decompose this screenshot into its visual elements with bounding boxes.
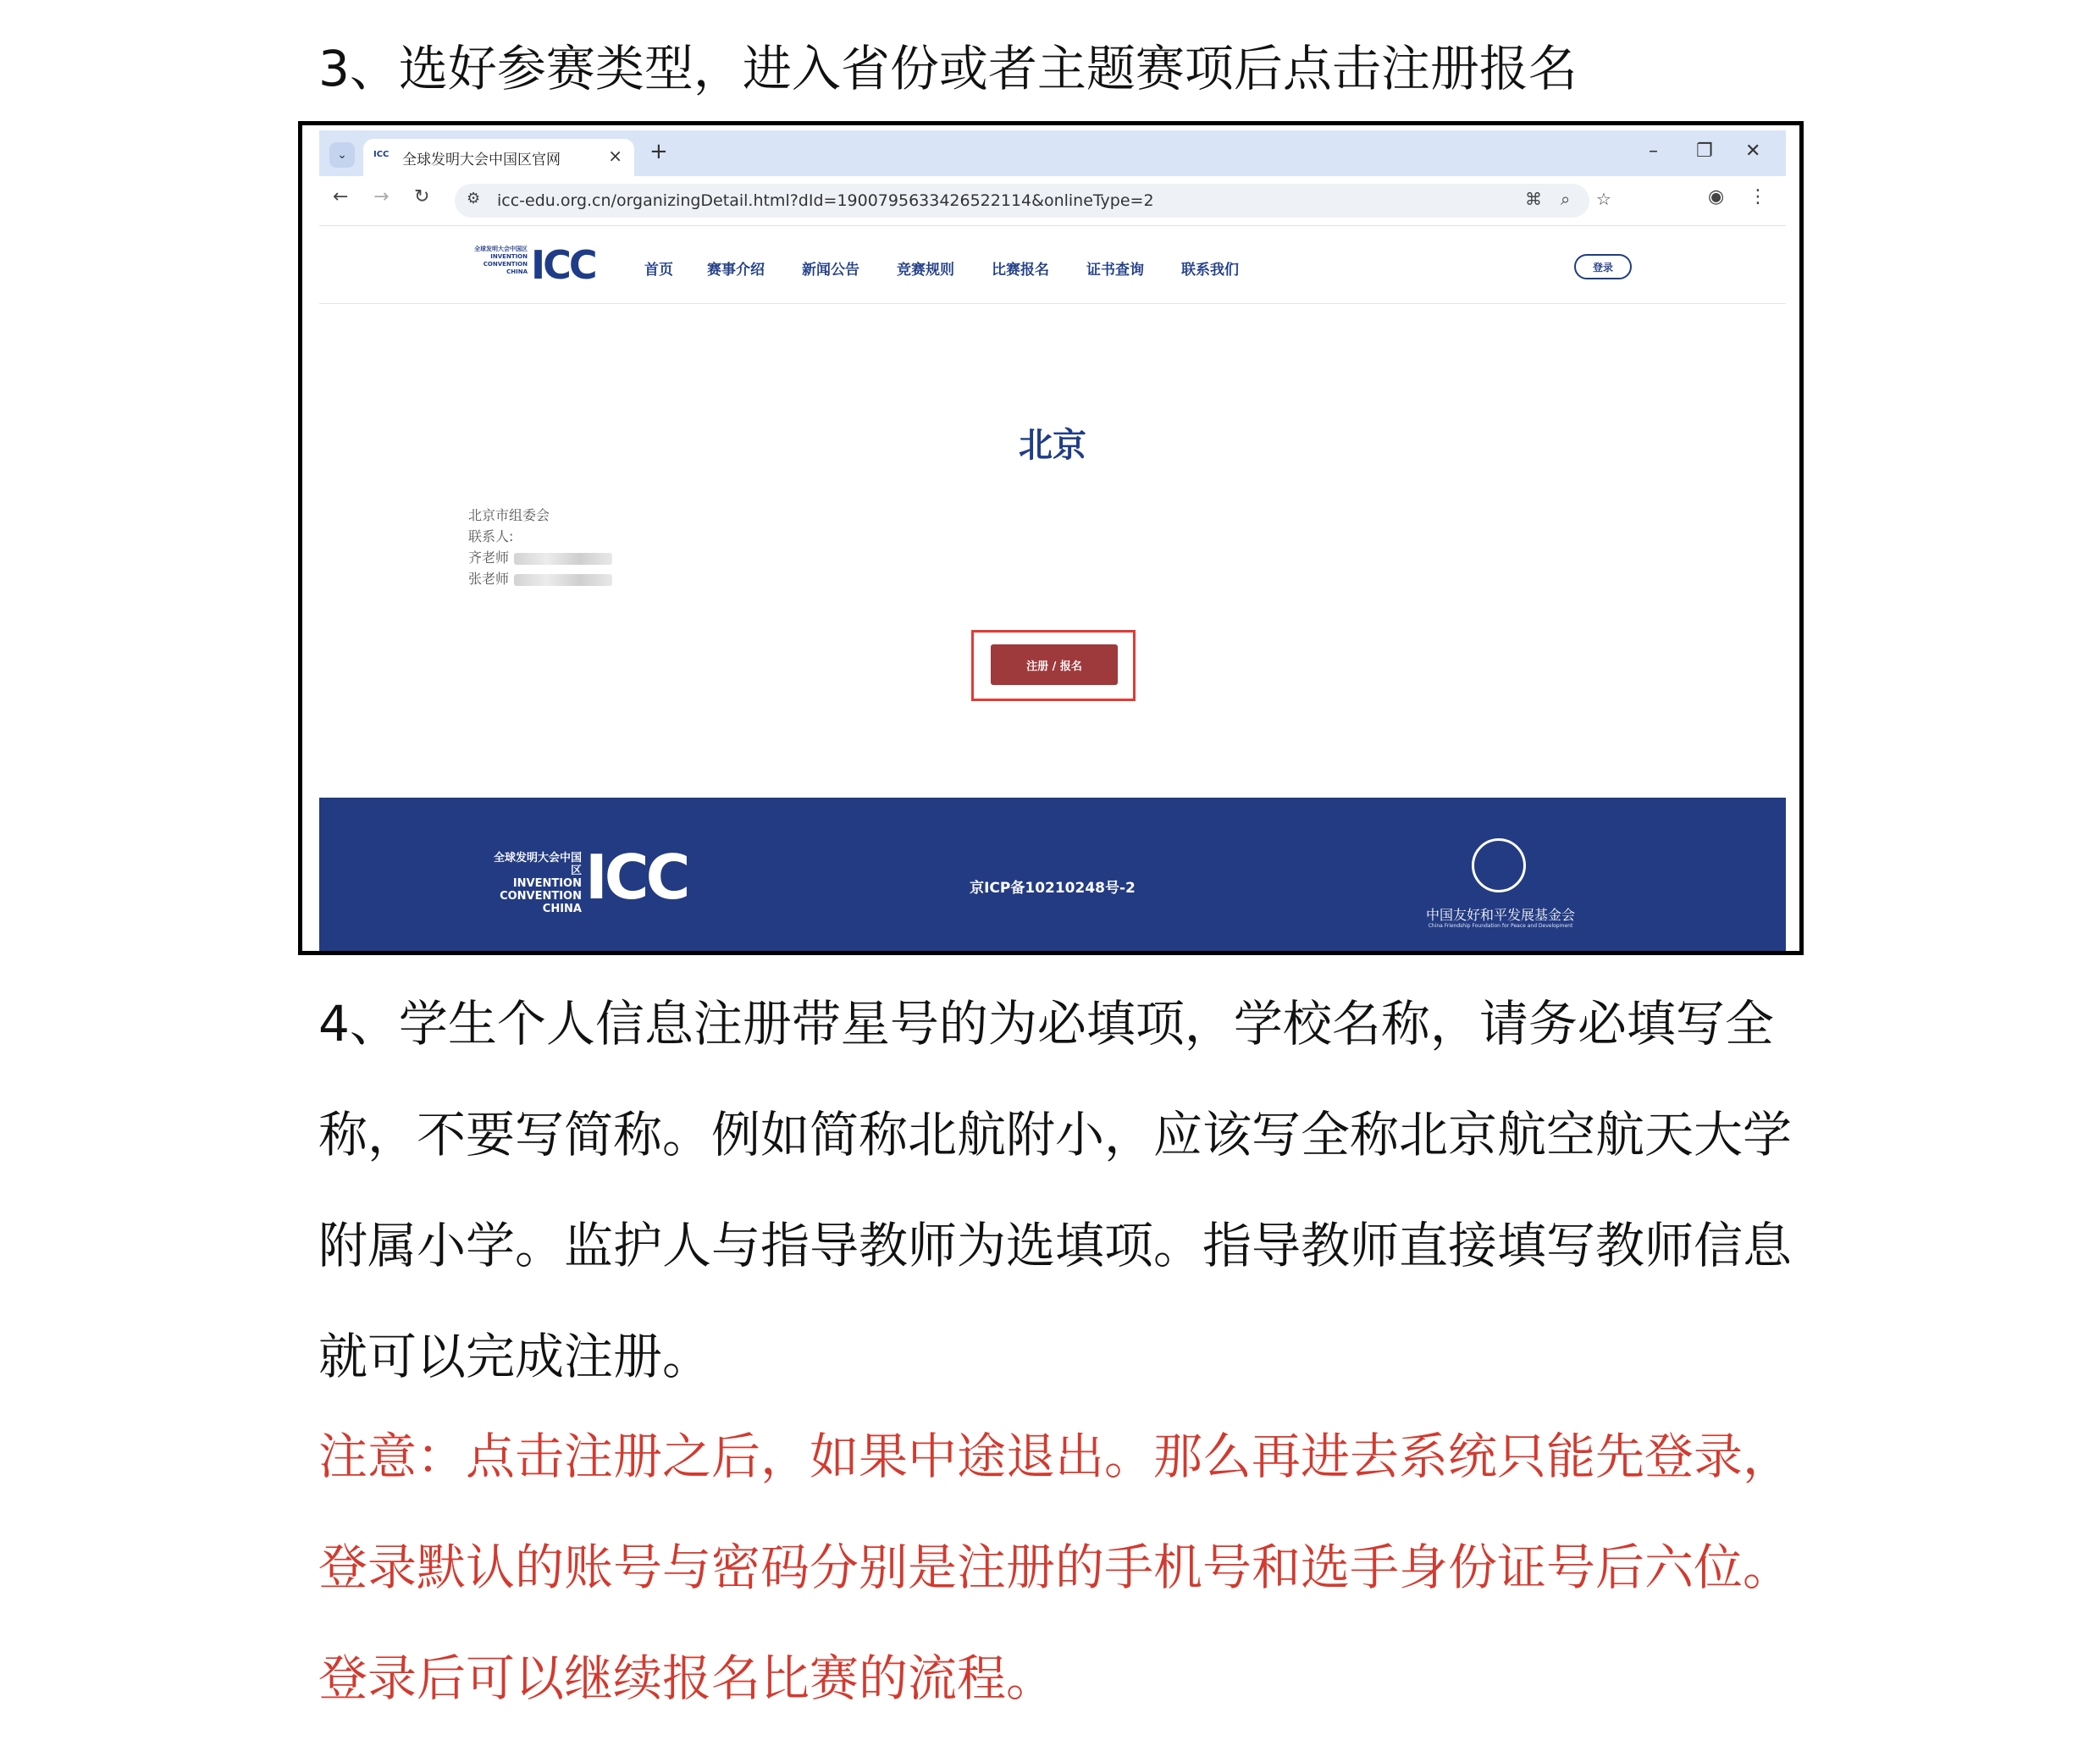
nav-news[interactable]: 新闻公告 (802, 262, 859, 279)
note-text: 注意：点击注册之后，如果中途退出。那么再进去系统只能先登录，登录默认的账号与密码分别是注册的手机号和选手身份证号后六位。登录后可以继续报名比赛的流程。 (318, 1428, 1793, 1707)
contact-row (468, 568, 612, 589)
zoom-icon[interactable]: ⌕ (1561, 189, 1571, 209)
back-arrow-icon[interactable]: ← (333, 186, 349, 207)
nav-certificate[interactable]: 证书查询 (1086, 262, 1144, 279)
foundation-name-en: China Friendship Foundation for Peace and Development (1428, 923, 1573, 929)
restore-icon[interactable]: ❐ (1696, 141, 1713, 162)
register-button[interactable]: 注册 / 报名 (991, 644, 1118, 685)
profile-icon[interactable]: ◉ (1708, 186, 1725, 207)
minimize-icon[interactable]: – (1649, 141, 1658, 162)
chevron-down-icon: ⌄ (337, 148, 347, 162)
forward-arrow-icon[interactable]: → (373, 186, 390, 207)
nav-contact[interactable]: 联系我们 (1181, 262, 1239, 279)
org-name: 北京市组委会 (468, 507, 550, 523)
logo-icc: ICC (531, 242, 595, 288)
tab-title: 全球发明大会中国区官网 (402, 152, 561, 169)
teacher-name: 齐老师 (468, 550, 510, 566)
teacher-name: 张老师 (468, 571, 510, 587)
logo-line: INVENTION (512, 877, 582, 890)
menu-dots-icon[interactable]: ⋮ (1749, 186, 1767, 207)
step4-text: 4、学生个人信息注册带星号的为必填项，学校名称，请务必填写全称，不要写简称。例如简称北航附小，应该写全称北京航空航天大学附属小学。监护人与指导教师为选填项。指导教师直接填写教师信息就可以完成注册。 (318, 995, 1793, 1385)
logo-line: 全球发明大会中国区 (493, 852, 582, 877)
logo-line: CONVENTION (500, 890, 582, 903)
nav-rules[interactable]: 竞赛规则 (897, 262, 954, 279)
logo-subtitle (468, 246, 528, 276)
logo-line: CHINA (542, 903, 582, 915)
logo-line: CONVENTION (483, 261, 528, 268)
highlight-box (971, 630, 1136, 701)
site-footer (319, 798, 1786, 952)
site-info-icon[interactable]: ⚙ (467, 190, 481, 207)
close-icon[interactable]: × (608, 146, 622, 166)
city-title: 北京 (1019, 426, 1086, 465)
reload-icon[interactable]: ↻ (414, 186, 430, 207)
nav-home[interactable]: 首页 (644, 262, 673, 279)
logo-line: CHINA (506, 268, 528, 275)
site-logo[interactable] (468, 237, 621, 293)
screenshot-frame (298, 121, 1804, 955)
address-bar[interactable] (455, 184, 1611, 218)
icp-number[interactable]: 京ICP备10210248号-2 (970, 880, 1136, 897)
blurred-phone (514, 553, 612, 565)
foundation-emblem-icon (1472, 838, 1526, 892)
new-tab-icon[interactable]: + (649, 139, 668, 164)
logo-line: INVENTION (490, 253, 528, 260)
blurred-phone (514, 574, 612, 586)
logo-line: 全球发明大会中国区 (474, 246, 528, 252)
foundation-name: 中国友好和平发展基金会 (1425, 907, 1575, 923)
bookmark-star-icon[interactable]: ☆ (1596, 189, 1611, 209)
nav-signup[interactable]: 比赛报名 (992, 262, 1049, 279)
window-close-icon[interactable]: ✕ (1745, 141, 1761, 162)
step3-title: 3、选好参赛类型，进入省份或者主题赛项后点击注册报名 (318, 40, 1578, 97)
url-text: icc-edu.org.cn/organizingDetail.html?dId=1900795633426522114&onlineType=2 (497, 191, 1154, 210)
tab-search-button[interactable] (329, 142, 355, 168)
favicon-icon: ICC (373, 150, 390, 159)
translate-icon[interactable]: ⌘ (1525, 189, 1542, 209)
contact-row (468, 547, 612, 568)
browser-window (319, 130, 1786, 952)
contact-block (468, 505, 612, 589)
browser-tab[interactable] (363, 139, 634, 176)
site-header (319, 225, 1786, 304)
login-button[interactable]: 登录 (1574, 254, 1632, 279)
footer-logo-icc: ICC (585, 842, 688, 913)
nav-intro[interactable]: 赛事介绍 (707, 262, 765, 279)
browser-toolbar (319, 176, 1786, 226)
contact-label: 联系人: (468, 528, 514, 544)
tab-bar (319, 130, 1786, 176)
